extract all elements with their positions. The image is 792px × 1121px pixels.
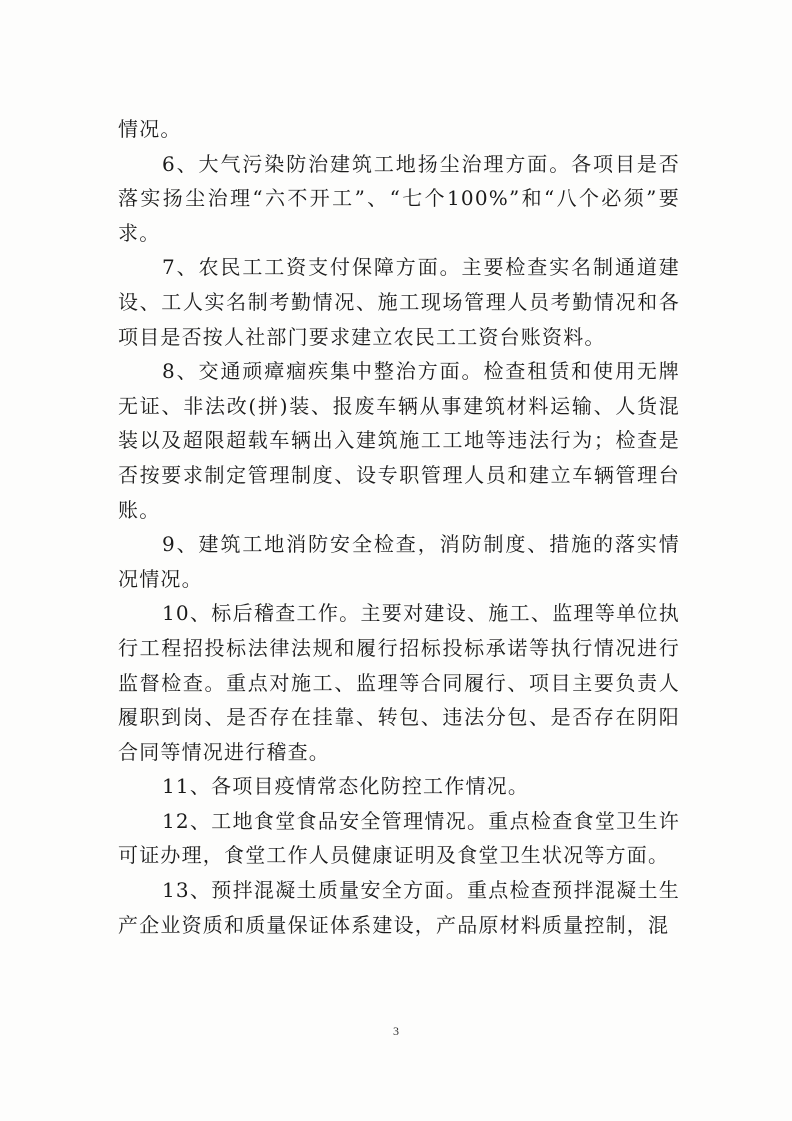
paragraph-item-11: 11、各项目疫情常态化防控工作情况。: [162, 774, 530, 799]
document-body: [118, 112, 680, 942]
paragraph-item-12: 12、工地食堂食品安全管理情况。重点检查食堂卫生许可证办理，食堂工作人员健康证明及食堂卫生状况等方面。: [118, 808, 680, 868]
paragraph-item-13: 13、预拌混凝土质量安全方面。重点检查预拌混凝土生产企业资质和质量保证体系建设，产品原材料质量控制，混: [118, 878, 680, 937]
page-number: 3: [393, 1024, 399, 1038]
paragraph-continuation: 情况。: [118, 117, 182, 141]
paragraph-item-7: 7、农民工工资支付保障方面。主要检查实名制通道建设、工人实名制考勤情况、施工现场管理人员考勤情况和各项目是否按人社部门要求建立农民工工资台账资料。: [118, 255, 680, 349]
paragraph-item-8: 8、交通顽瘴痼疾集中整治方面。检查租赁和使用无牌无证、非法改(拼)装、报废车辆从事建筑材料运输、人货混装以及超限超载车辆出入建筑施工工地等违法行为；检查是否按要求制定管理制度、设专职管理人员和建立车辆管理台账。: [118, 359, 680, 522]
paragraph-item-9: 9、建筑工地消防安全检查，消防制度、措施的落实情况情况。: [118, 532, 680, 591]
paragraph-item-6: 6、大气污染防治建筑工地扬尘治理方面。各项目是否落实扬尘治理“六不开工”、“七个100%”和“八个必须”要求。: [118, 151, 680, 245]
paragraph-item-10: 10、标后稽查工作。主要对建设、施工、监理等单位执行工程招投标法律法规和履行招标投标承诺等执行情况进行监督检查。重点对施工、监理等合同履行、项目主要负责人履职到岗、是否存在挂靠、转包、违法分包、是否存在阴阳合同等情况进行稽查。: [118, 601, 680, 764]
